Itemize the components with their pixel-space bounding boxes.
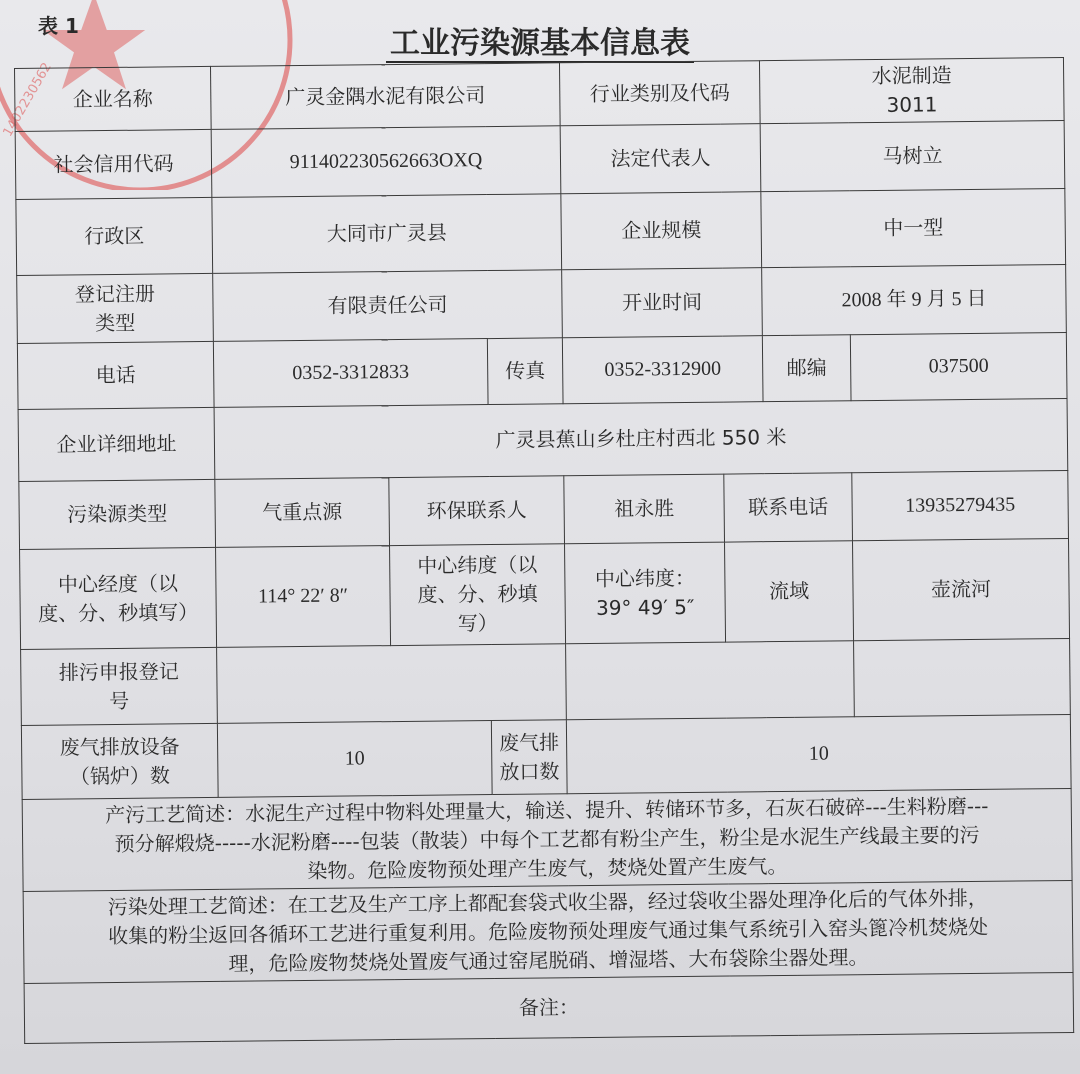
outlets-value: 10 [566,714,1071,793]
treatment-description: 污染处理工艺简述：在工艺及生产工序上都配套袋式收尘器，经过袋收尘器处理净化后的气体外排， 收集的粉尘返回各循环工艺进行重复利用。危险废物预处理废气通过集气系统引入窑头篦冷机焚烧处 理，危险废物焚烧处置废气通过窑尾脱硝、增湿塔、大布袋除尘器处理。 [23,880,1073,983]
legal-rep-label: 法定代表人 [560,124,761,194]
credit-code-label: 社会信用代码 [15,129,212,199]
outlets-label: 废气排 放口数 [491,720,567,795]
boilers-label: 废气排放设备 （锅炉）数 [21,723,218,799]
source-type-label: 污染源类型 [19,479,216,549]
info-table [14,57,1074,1044]
latitude-value: 中心纬度： 39° 49′ 5″ [565,542,726,644]
longitude-value: 114° 22′ 8″ [216,546,391,648]
industry-label: 行业类别及代码 [560,61,761,126]
postcode-label: 邮编 [762,335,851,402]
remark: 备注： [24,972,1074,1043]
phone-label: 电话 [17,341,214,409]
reg-type-label: 登记注册 类型 [17,273,214,343]
open-date-label: 开业时间 [562,268,763,338]
contact-phone-label: 联系电话 [724,473,853,542]
fax-value: 0352-3312900 [562,336,763,404]
permit-cell-2 [566,641,855,720]
page-title: 工业污染源基本信息表 [0,18,1080,62]
credit-code-value: 911402230562663OXQ [211,126,561,198]
company-name-label: 企业名称 [15,66,212,131]
source-type-value: 气重点源 [215,478,390,548]
table-number: 表 1 [38,14,79,38]
latitude-label: 中心纬度（以 度、分、秒填 写） [390,544,566,646]
permit-cell-3 [854,638,1071,716]
basin-label: 流域 [725,541,854,642]
postcode-value: 037500 [850,332,1067,400]
permit-label: 排污申报登记 号 [21,647,218,725]
svg-text:1402230562: 1402230562 [0,60,55,140]
reg-type-value: 有限责任公司 [213,270,563,342]
contact-label: 环保联系人 [389,476,565,546]
basin-value: 壶流河 [853,538,1070,640]
fax-label: 传真 [487,338,563,405]
company-name-value: 广灵金隅水泥有限公司 [210,63,560,130]
contact-value: 祖永胜 [564,474,725,544]
industry-value: 水泥制造 3011 [759,58,1064,124]
district-value: 大同市广灵县 [212,194,562,274]
longitude-label: 中心经度（以 度、分、秒填写） [20,547,217,649]
boilers-value: 10 [217,721,492,798]
address-label: 企业详细地址 [18,407,215,481]
address-value: 广灵县蕉山乡杜庄村西北 550 米 [214,398,1068,479]
district-label: 行政区 [16,197,213,275]
process-description: 产污工艺简述：水泥生产过程中物料处理量大，输送、提升、转储环节多，石灰石破碎---生料粉磨--- 预分解煅烧-----水泥粉磨----包装（散装）中每个工艺都有粉尘产生，粉尘是水泥生产线最主要的污 染物。危险废物预处理产生废气，焚烧处置产生废气。 [22,788,1072,891]
phone-value: 0352-3312833 [213,339,488,408]
scale-label: 企业规模 [561,192,762,270]
open-date-value: 2008 年 9 月 5 日 [762,264,1067,335]
contact-phone-value: 13935279435 [852,470,1069,540]
scale-value: 中一型 [761,189,1066,268]
legal-rep-value: 马树立 [760,121,1065,192]
permit-cell-1 [217,644,567,724]
